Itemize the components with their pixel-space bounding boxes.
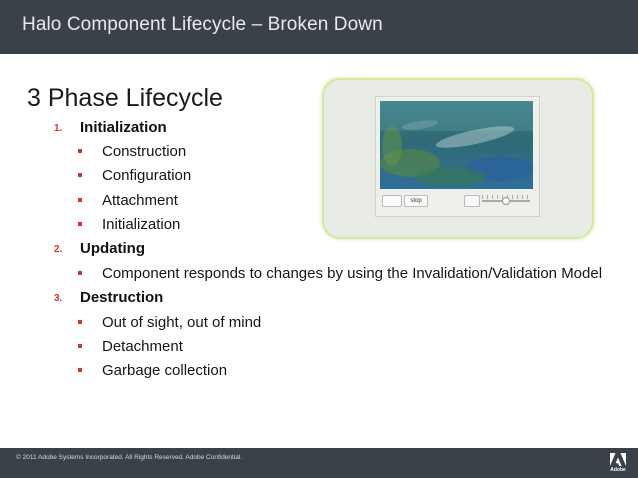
bullet-text: Initialization [102, 216, 181, 233]
player-controls [380, 193, 535, 209]
bullet-square-icon [78, 149, 82, 153]
bullet-square-icon [78, 344, 82, 348]
video-player-screenshot [322, 78, 594, 239]
section-heading: 3 Phase Lifecycle [27, 84, 223, 112]
stop-button[interactable]: stop [404, 195, 428, 207]
phase-number: 3. [54, 293, 63, 304]
bullet-text: Component responds to changes by using the Invalidation/Validation Model [102, 265, 603, 282]
slide-title: Halo Component Lifecycle – Broken Down [22, 14, 383, 35]
copyright-notice: © 2011 Adobe Systems Incorporated. All Rights Reserved. Adobe Confidential. [16, 454, 243, 461]
play-button[interactable] [382, 195, 402, 207]
bullet-square-icon [78, 271, 82, 275]
adobe-logo [610, 453, 626, 473]
bullet-text: Detachment [102, 338, 183, 355]
bullet-text: Garbage collection [102, 362, 228, 379]
bullet-square-icon [78, 320, 82, 324]
adobe-a-icon [610, 453, 626, 466]
phase-title: Initialization [80, 119, 167, 136]
bullet-text: Out of sight, out of mind [102, 314, 262, 331]
bullet-square-icon [78, 222, 82, 226]
phase-number: 2. [54, 244, 63, 255]
video-screen[interactable] [380, 101, 533, 189]
slide-header [0, 0, 638, 54]
adobe-logo-text: Adobe [610, 467, 626, 473]
mute-button[interactable] [464, 195, 480, 207]
phase-title: Destruction [80, 289, 164, 306]
bullet-square-icon [78, 368, 82, 372]
slide-footer [0, 448, 638, 478]
underwater-video-frame [380, 101, 533, 189]
bullet-text: Configuration [102, 167, 192, 184]
bullet-square-icon [78, 173, 82, 177]
volume-slider-thumb[interactable] [502, 197, 510, 205]
bullet-square-icon [78, 198, 82, 202]
bullet-text: Attachment [102, 192, 178, 209]
bullet-text: Construction [102, 143, 187, 160]
video-player [375, 96, 540, 217]
phase-number: 1. [54, 123, 63, 134]
phase-title: Updating [80, 240, 145, 257]
